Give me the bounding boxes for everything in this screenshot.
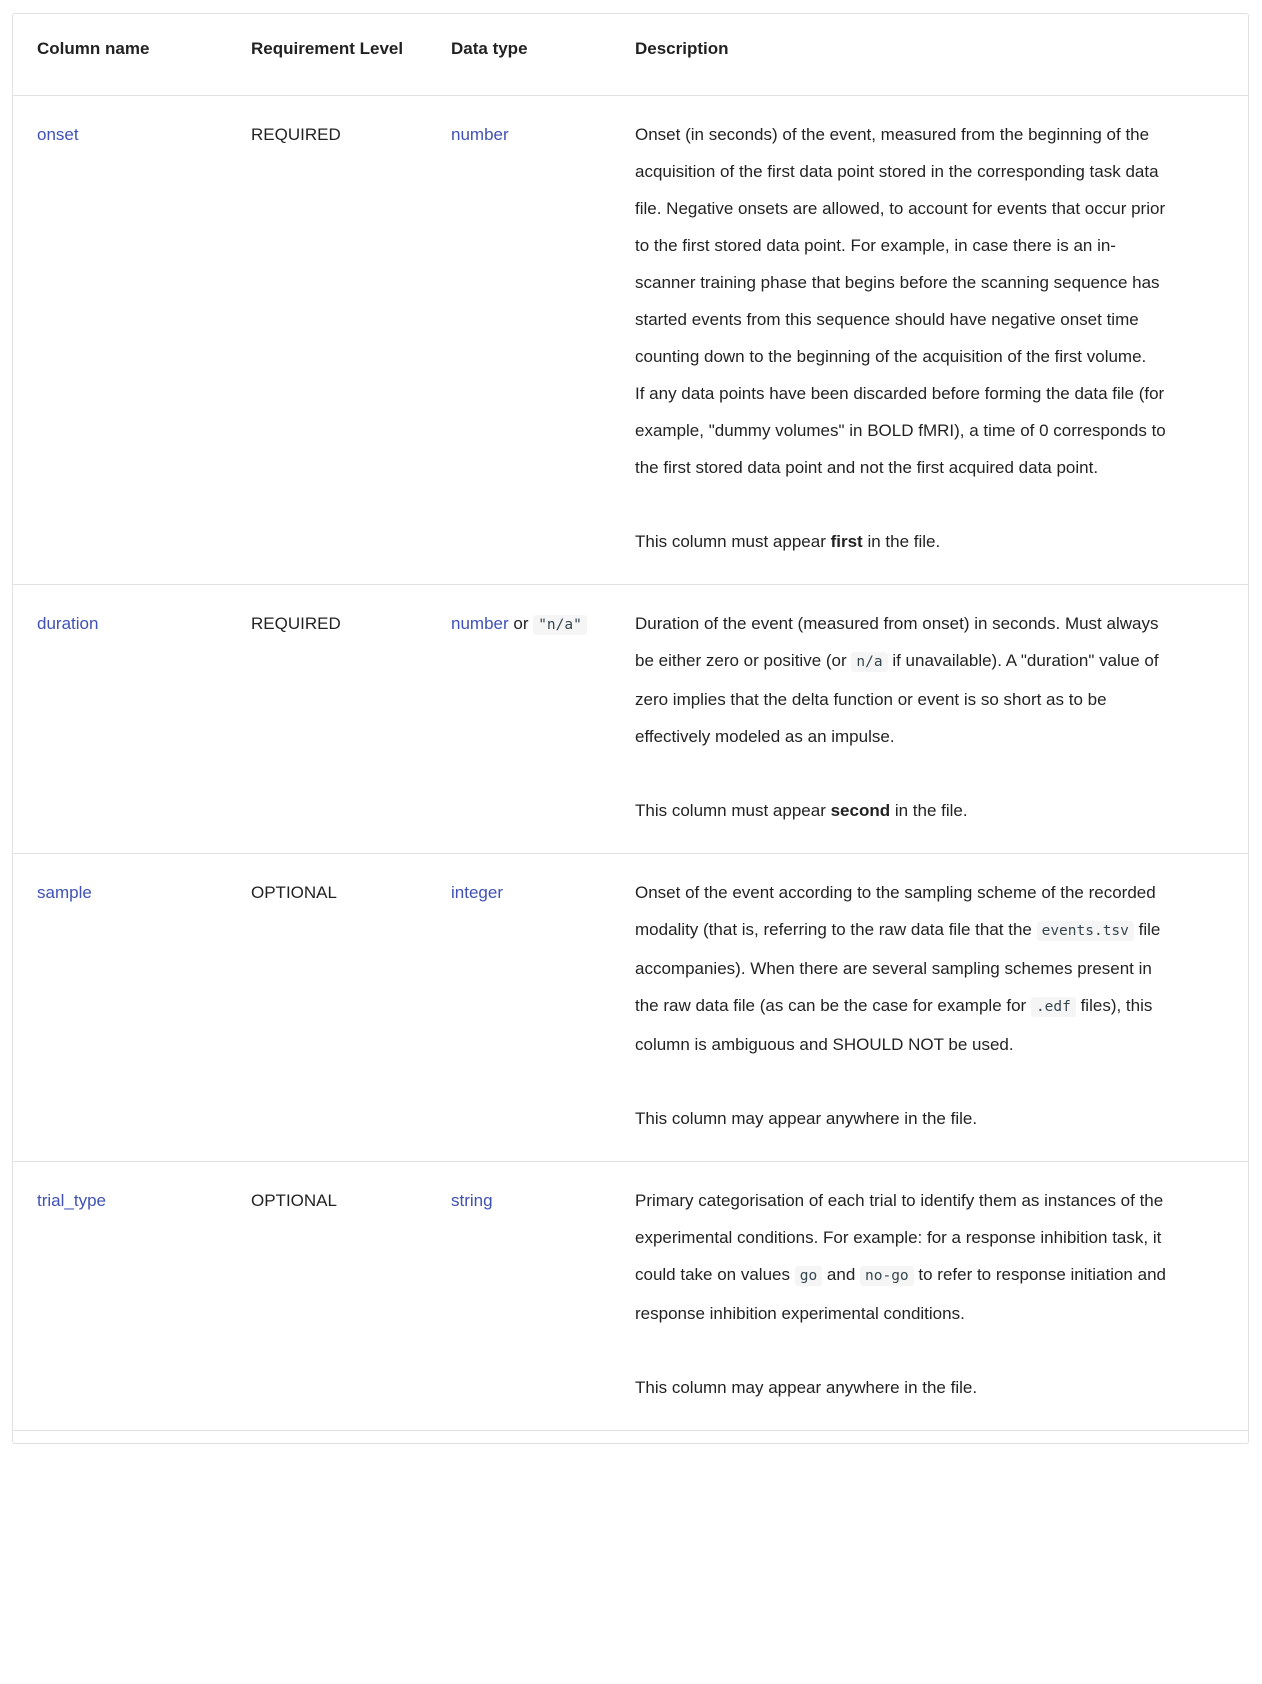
table-row	[13, 585, 1248, 854]
inline-code: no-go	[860, 1266, 914, 1286]
table-row	[13, 1162, 1248, 1431]
cell-data-type	[427, 585, 611, 854]
cell-data-type	[427, 1162, 611, 1431]
header-description: Description	[635, 39, 729, 58]
events-columns-table	[13, 14, 1248, 1443]
cell-requirement-level	[227, 1162, 427, 1431]
cell-column-name	[13, 585, 227, 854]
emphasis-text: first	[830, 532, 863, 551]
data-type-link[interactable]: string	[451, 1191, 493, 1210]
cell-description	[611, 96, 1248, 585]
requirement-level-text: REQUIRED	[251, 125, 341, 144]
description-text: Onset of the event according to the sampling scheme of the recorded modality (that is, referring to the raw data file that the	[635, 883, 1156, 939]
table-row	[13, 854, 1248, 1162]
description-text: Onset (in seconds) of the event, measured from the beginning of the acquisition of the first data point stored in the corresponding task data file. Negative onsets are allowed, to account for events that occur prior to the first stored data point. For example, in case there is an in-scanner training phase that begins before the scanning sequence has started events from this sequence should have negative onset time counting down to the beginning of the acquisition of the first volume.	[635, 125, 1166, 366]
cell-requirement-level	[227, 854, 427, 1162]
description-text: This column may appear anywhere in the file.	[635, 1109, 978, 1128]
column-name-link[interactable]: trial_type	[37, 1191, 106, 1210]
cell-requirement-level	[227, 585, 427, 854]
description-text: This column must appear	[635, 532, 831, 551]
cell-data-type	[427, 96, 611, 585]
requirement-level-text: REQUIRED	[251, 614, 341, 633]
description-text: to refer to response initiation and response inhibition experimental conditions.	[635, 1265, 1166, 1323]
description-text: files), this column is ambiguous and SHOULD NOT be used.	[635, 996, 1153, 1054]
cell-column-name	[13, 1162, 227, 1431]
cell-requirement-level	[227, 96, 427, 585]
data-type-link[interactable]: integer	[451, 883, 503, 902]
description-text: This column must appear	[635, 801, 831, 820]
description-text: Duration of the event (measured from onset) in seconds. Must always be either zero or positive (or	[635, 614, 1159, 670]
column-name-link[interactable]: sample	[37, 883, 92, 902]
data-type-link[interactable]: number	[451, 614, 509, 633]
inline-code: go	[795, 1266, 822, 1286]
emphasis-text: second	[830, 801, 891, 820]
columns-table-container	[12, 13, 1249, 1444]
cell-column-name	[13, 96, 227, 585]
column-name-link[interactable]: onset	[37, 125, 79, 144]
cell-column-name	[13, 854, 227, 1162]
header-column-name: Column name	[37, 39, 150, 58]
cell-description	[611, 585, 1248, 854]
description-text: in the file.	[890, 801, 968, 820]
inline-code: .edf	[1031, 997, 1076, 1017]
inline-code: events.tsv	[1037, 921, 1134, 941]
requirement-level-text: OPTIONAL	[251, 883, 337, 902]
table-body	[13, 96, 1248, 1444]
data-type-text: or	[508, 614, 534, 633]
cell-data-type	[427, 854, 611, 1162]
table-header	[13, 14, 1248, 96]
description-text: file accompanies). When there are several sampling schemes present in the raw data file (as can be the case for example for	[635, 920, 1161, 1015]
table-row	[13, 96, 1248, 585]
description-text: if unavailable). A "duration" value of zero implies that the delta function or event is so short as to be effectively modeled as an impulse.	[635, 651, 1159, 746]
description-text: This column may appear anywhere in the file.	[635, 1378, 978, 1397]
inline-code: "n/a"	[533, 615, 587, 635]
header-requirement-level: Requirement Level	[251, 39, 404, 58]
description-text: in the file.	[862, 532, 941, 551]
header-data-type: Data type	[451, 39, 528, 58]
requirement-level-text: OPTIONAL	[251, 1191, 337, 1210]
partial-next-row	[13, 1431, 1248, 1444]
header-row	[13, 14, 1248, 96]
description-text: and	[822, 1265, 860, 1284]
cell-description	[611, 1162, 1248, 1431]
description-text: Primary categorisation of each trial to identify them as instances of the experimental conditions. For example: for a response inhibition task, it could take on values	[635, 1191, 1164, 1284]
inline-code: n/a	[851, 652, 887, 672]
column-name-link[interactable]: duration	[37, 614, 99, 633]
description-text: If any data points have been discarded before forming the data file (for example, "dummy volumes" in BOLD fMRI), a time of 0 corresponds to the first stored data point and not the first acquired data point.	[635, 384, 1166, 477]
data-type-link[interactable]: number	[451, 125, 509, 144]
cell-description	[611, 854, 1248, 1162]
